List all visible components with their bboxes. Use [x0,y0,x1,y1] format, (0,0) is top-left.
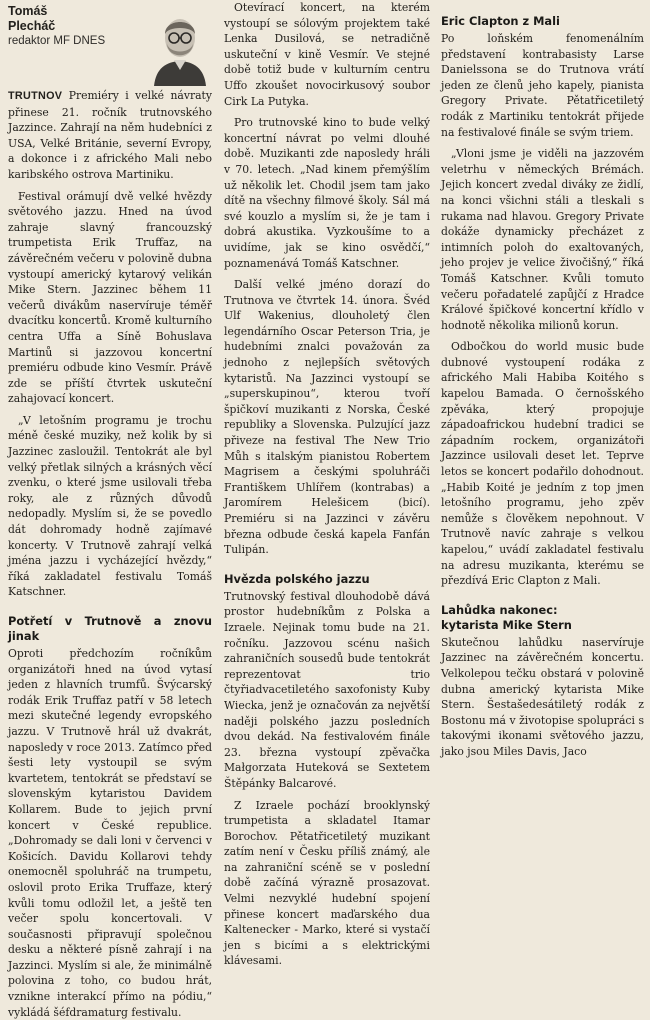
paragraph: Po loňském fenomenálním představení kontrabasisty Larse Danielssona se do Trutnova vrátí jeden ze členů jeho kapely, pianista Gregory Private. Pětatřicetiletý rodák z Martiniku tentokrát přijede na festivalové finále se svým triem. [441,32,644,139]
paragraph: „Vloni jsme je viděli na jazzovém veletrhu v německých Brémách. Jejich koncert zvedal diváky ze židlí, na konci všichni stáli a tleskali s rukama nad hlavou. Gregory Private dokáže dynamicky přecházet z intimních poloh do exaltovaných, jeho projev je velice živočišný,“ říká Tomáš Katschner. Kvůli tomuto večeru pořadatelé zapůjčí z Hradce Králové špičkové koncertní křídlo v hodnotě několika milionů korun. [441,147,644,332]
paragraph: Oproti předchozím ročníkům organizátoři hned na úvod vytasí jeden z hlavních trumfů. Švýcarský rodák Erik Truffaz patří v 58 letech mezi skutečné legendy evropského jazzu. V Trutnově hrál už dvakrát, naposledy v roce 2013. Zatímco před šesti lety vystoupil se svým kvartetem, tentokrát se představí se slovenským kytaristou Davidem Kollarem. Bude to jejich první koncert v České republice. „Dohromady se dali loni v červenci v Košicích. Davidu Kollarovi tehdy onemocněl spoluhráč na trumpetu, oslovil proto Erika Truffaze, který kvůli tomu odložil let, a ještě ten večer spolu koncertovali. V současnosti připravují společnou desku a některé písně zahrají i na Jazzinci. Myslím si ale, že minimálně polovina z toho, co budou hrát, vznikne interakcí přímo na pódiu,“ vykládá šéfdramaturg festivalu. [8,647,212,1019]
dateline: TRUTNOV [8,90,63,102]
author-first-name: Tomáš [8,4,48,18]
paragraph: Skutečnou lahůdku naservíruje Jazzinec na závěrečném koncertu. Velkolepou tečku obstará v polovině dubna americký kytarista Mike Stern. Šestašedesátiletý rodák z Bostonu má v životopise spolupráci s takovými ikonami světového jazzu, jako jsou Miles Davis, Jaco [441,635,644,758]
subheading-line-2: kytarista Mike Stern [441,617,572,632]
paragraph: Festival orámují dvě velké hvězdy světového jazzu. Hned na úvod zahraje slavný francouzský trumpetista Erik Truffaz, na závěrečném večeru v polovině dubna vystoupí americký kytarový velikán Mike Stern. Jazzinec během 11 večerů divákům naservíruje téměř dvacítku koncertů. Kromě kulturního centra Uffa a Síně Bohuslava Martinů si jazzovou koncertní premiéru odbude kino Vesmír. Právě zde se příští čtvrtek uskuteční zahajovací koncert. [8,189,212,406]
lead-text: Premiéry i velké návraty přinese 21. ročník trutnovského Jazzince. Zahrají na něm hudebníci z USA, Velké Británie, severní Evropy, a dokonce i z afrického Mali nebo karibského ostrova Martiniku. [8,89,212,181]
subheading: Potřetí v Trutnově a znovu jinak [8,614,212,643]
subheading: Hvězda polského jazzu [224,571,370,586]
paragraph: Z Izraele pochází brooklynský trumpetista a skladatel Itamar Borochov. Pětatřicetiletý muzikant zatím není v Česku příliš známý, ale na zahraniční scéně se v poslední době začíná výrazně prosazovat. Velmi nezvyklé hudební spojení přinese koncert maďarského dua Kaltenecker - Marko, které si vystačí jen s bicími a s elektrickými klávesami. [224,798,430,968]
author-role: redaktor MF DNES [8,35,106,47]
column-3 [441,0,644,926]
paragraph: Pro trutnovské kino to bude velký koncertní návrat po velmi dlouhé době. Muzikanti zde naposledy hráli v 70. letech. „Nad kinem přemýšlím už několik let. Chodil jsem tam jako dítě na všechny filmové školy. Sál má své kouzlo a myslím si, že je tam i dobrá akustika. Vyzkoušíme to a uvidíme, jak se kino osvědčí,“ poznamenává Tomáš Katschner. [224,116,430,270]
author-portrait [150,4,210,86]
paragraph: Odbočkou do world music bude dubnové vystoupení rodáka z afrického Mali Habiba Koitého s kapelou Bamada. O černošského zpěváka, který propojuje západoafrickou hudební tradici se západním rockem, organizátoři Jazzince usilovali deset let. Teprve letos se koncert podařilo dohodnout. „Habib Koité je jedním z top jmen letošního programu, jeho zpěv nemůže s člověkem nepohnout. V Trutnově navíc zahraje s velkou kapelou,“ uvádí zakladatel festivalu na adresu muzikanta, kterému se přezdívá Eric Clapton z Mali. [441,340,644,588]
author-box [8,4,212,88]
paragraph: Další velké jméno dorazí do Trutnova ve čtvrtek 14. února. Švéd Ulf Wakenius, dlouholetý člen legendárního Oscar Peterson Tria, je hudebními znalci považován za jednoho z nejlepších světových kytaristů. Na Jazzinci vystoupí se „superskupinou“, kterou tvoří špičkoví muzikanti z Norska, České republiky a Slovenska. Pulzující jazz přiveze na festival The New Trio Můh s italským pianistou Robertem Magrisem a českými spoluhráči Františkem Uhlířem (kontrabas) a Jaromírem Helešicem (bicí). Premiéru si na Jazzinci v závěru března odbude česká kapela Fanfán Tulipán. [224,278,430,557]
author-last-name: Plecháč [8,19,56,33]
paragraph: „V letošním programu je trochu méně české muziky, než kolik by si Jazzinec zasloužil. Tentokrát ale byl velký přetlak silných a krásných věcí zvenku, o které jsme usilovali třeba roky, ale z různých důvodů nedopadly. Myslím si, že se povedlo dát dohromady hodně zajímavé koncerty. V Trutnově zahrají velká jména jazzu i vycházející hvězdy,“ říká zakladatel festivalu Tomáš Katschner. [8,413,212,599]
subheading [441,603,644,633]
column-1 [8,0,212,1019]
lead-paragraph [8,88,212,183]
paragraph: Otevírací koncert, na kterém vystoupí se sólovým projektem také Lenka Dusilová, se netradičně uskuteční v kině Vesmír. Ve stejné době totiž bude v kulturním centru Uffo zkoušet novocirkusový soubor Cirk La Putyka. [224,1,430,108]
paragraph: Trutnovský festival dlouhodobě dává prostor hudebníkům z Polska a Izraele. Nejinak tomu bude na 21. ročníku. Jazzovou scénu našich zahraničních sousedů bude tentokrát reprezentovat trio čtyřiadvacetiletého saxofonisty Kuby Wiecka, jenž je označován za největší naději polského jazzu posledních dvou dekád. Na festivalovém finále 23. března vystoupí zpěvačka Małgorzata Huteková se Sextetem Štěpánky Balcarové. [224,589,430,790]
column-2 [224,0,430,968]
subheading: Eric Clapton z Mali [441,14,560,28]
subheading-line-1: Lahůdka nakonec: [441,602,558,617]
